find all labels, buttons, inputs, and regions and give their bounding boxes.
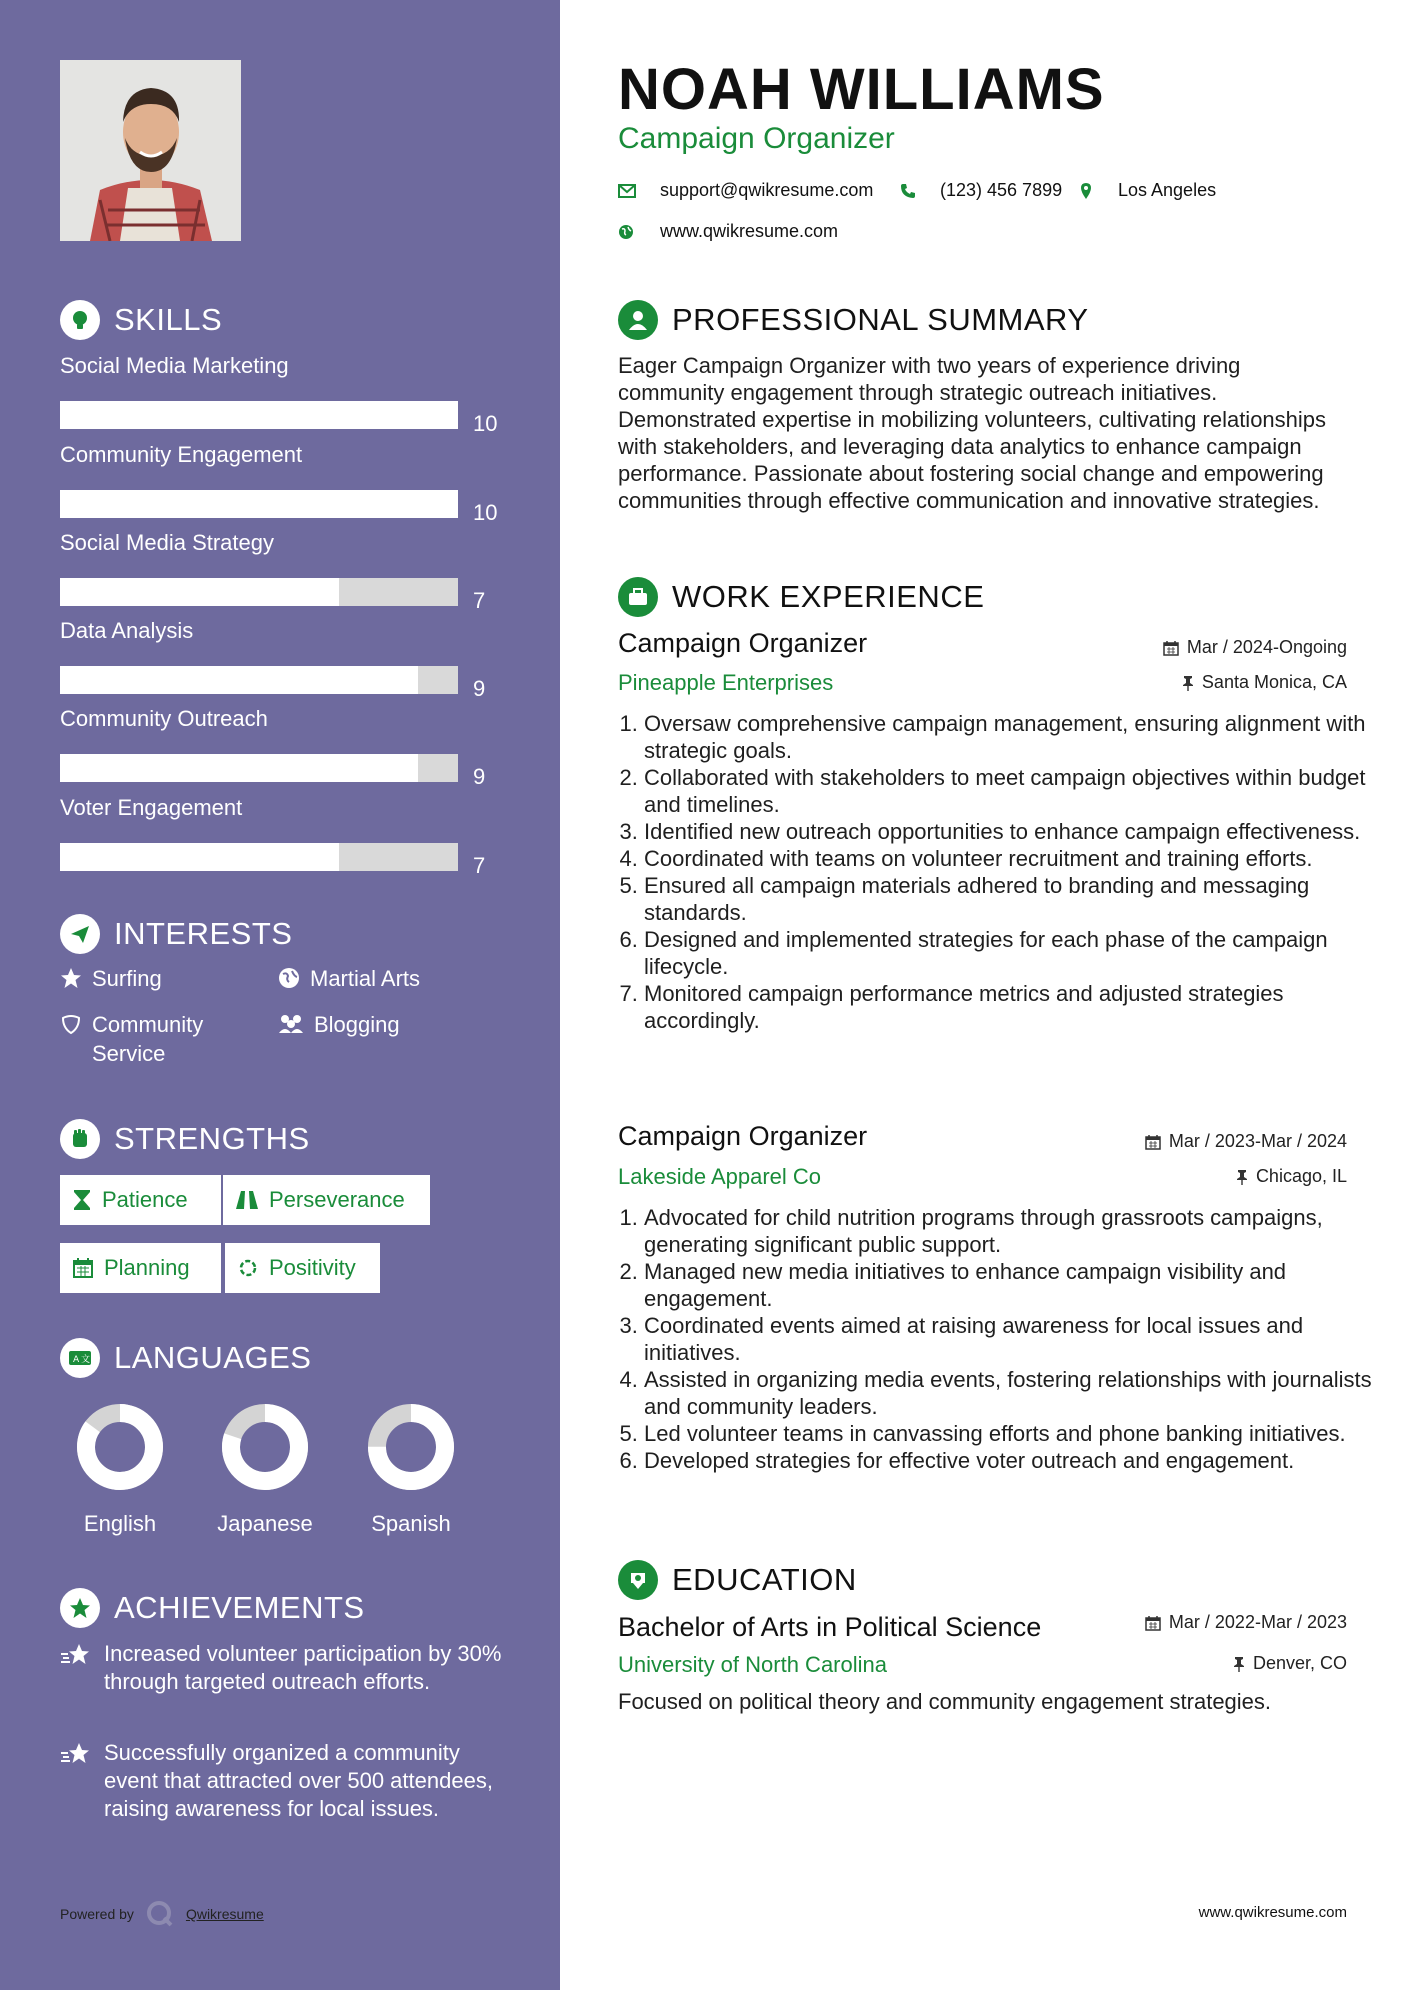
interest-label: Surfing bbox=[92, 966, 162, 991]
skill-name: Community Engagement bbox=[60, 442, 303, 467]
qwikresume-logo-icon bbox=[146, 1900, 174, 1928]
skill-item bbox=[60, 618, 520, 702]
duty-item: 2. Collaborated with stakeholders to meet campaign objectives within budget and timelines. bbox=[644, 764, 1404, 818]
languages-heading-label: LANGUAGES bbox=[114, 1340, 312, 1375]
skill-item bbox=[60, 442, 520, 526]
skill-score: 9 bbox=[473, 676, 486, 701]
duty-item: 6. Designed and implemented strategies for each phase of the campaign lifecycle. bbox=[644, 926, 1404, 980]
envelope-icon bbox=[618, 184, 636, 198]
skill-bar bbox=[60, 754, 458, 782]
skill-bar-fill bbox=[60, 843, 339, 871]
interest-item bbox=[60, 964, 162, 993]
interest-label: Community Service bbox=[92, 1012, 204, 1066]
graduation-cap-icon bbox=[618, 1560, 658, 1600]
school-name: University of North Carolina bbox=[618, 1652, 887, 1677]
dates-text: Mar / 2023-Mar / 2024 bbox=[1168, 1131, 1347, 1151]
sidebar bbox=[0, 0, 560, 1990]
education-heading-label: EDUCATION bbox=[672, 1562, 857, 1597]
language-item bbox=[346, 1402, 476, 1537]
footer-website[interactable]: www.qwikresume.com bbox=[1198, 1904, 1347, 1921]
skill-name: Voter Engagement bbox=[60, 795, 243, 820]
summary-heading bbox=[618, 300, 1089, 340]
interest-item bbox=[278, 964, 420, 993]
duty-item: 4. Coordinated with teams on volunteer recruitment and training efforts. bbox=[644, 845, 1404, 872]
candidate-title: Campaign Organizer bbox=[618, 122, 895, 155]
skill-item bbox=[60, 353, 520, 437]
website-text[interactable]: www.qwikresume.com bbox=[660, 221, 839, 241]
interest-item bbox=[60, 1010, 240, 1068]
duty-item: 3. Coordinated events aimed at raising awareness for local issues and initiatives. bbox=[644, 1312, 1404, 1366]
strength-label: Patience bbox=[102, 1187, 188, 1212]
strength-badge bbox=[223, 1175, 430, 1225]
skill-name: Social Media Marketing bbox=[60, 353, 289, 378]
duty-item: 1. Advocated for child nutrition programs through grassroots campaigns, generating significant public support. bbox=[644, 1204, 1404, 1258]
interest-label: Martial Arts bbox=[310, 966, 421, 991]
skill-score: 9 bbox=[473, 764, 486, 789]
hourglass-icon bbox=[72, 1189, 92, 1211]
skill-item bbox=[60, 530, 520, 614]
strengths-heading bbox=[60, 1119, 310, 1159]
language-label: English bbox=[83, 1511, 157, 1536]
pushpin-icon bbox=[1233, 1656, 1245, 1672]
skill-bar bbox=[60, 843, 458, 871]
languages-heading bbox=[60, 1338, 311, 1378]
candidate-name: NOAH WILLIAMS bbox=[618, 57, 1105, 122]
pushpin-icon bbox=[1182, 675, 1194, 691]
lightbulb-icon bbox=[60, 300, 100, 340]
language-item bbox=[200, 1402, 330, 1537]
email-text[interactable]: support@qwikresume.com bbox=[660, 180, 874, 200]
contact-phone bbox=[900, 180, 1062, 201]
briefcase-icon bbox=[618, 577, 658, 617]
duty-item: 4. Assisted in organizing media events, fostering relationships with journalists and community leaders. bbox=[644, 1366, 1404, 1420]
calendar-icon bbox=[1145, 1615, 1161, 1631]
shield-icon bbox=[60, 1013, 82, 1035]
achievements-heading-label: ACHIEVEMENTS bbox=[114, 1590, 365, 1625]
skill-item bbox=[60, 795, 520, 879]
shooting-star-icon bbox=[60, 1741, 92, 1767]
language-icon bbox=[60, 1338, 100, 1378]
job-duties bbox=[618, 1204, 1404, 1474]
skill-bar bbox=[60, 578, 458, 606]
contact-email bbox=[618, 180, 873, 201]
achievement-item bbox=[60, 1640, 510, 1696]
job-location bbox=[1182, 672, 1347, 693]
skill-bar-fill bbox=[60, 490, 458, 518]
phone-text[interactable]: (123) 456 7899 bbox=[940, 180, 1063, 200]
skill-bar bbox=[60, 666, 458, 694]
powered-by-label: Powered by bbox=[60, 1906, 134, 1922]
fist-icon bbox=[60, 1119, 100, 1159]
svg-text:A: A bbox=[73, 1355, 80, 1365]
language-item bbox=[55, 1402, 185, 1537]
duty-item: 2. Managed new media initiatives to enhance campaign visibility and engagement. bbox=[644, 1258, 1404, 1312]
skill-score: 7 bbox=[473, 853, 486, 878]
interests-heading bbox=[60, 914, 292, 954]
strength-badge bbox=[225, 1243, 380, 1293]
skill-bar-fill bbox=[60, 578, 339, 606]
duty-item: 5. Led volunteer teams in canvassing efforts and phone banking initiatives. bbox=[644, 1420, 1404, 1447]
dates-text: Mar / 2024-Ongoing bbox=[1186, 637, 1347, 657]
strength-badge bbox=[60, 1175, 221, 1225]
qwikresume-link[interactable]: Qwikresume bbox=[185, 1906, 264, 1922]
interest-item bbox=[278, 1010, 400, 1039]
skill-bar-fill bbox=[60, 666, 418, 694]
sun-icon bbox=[237, 1257, 259, 1279]
job-dates bbox=[1163, 637, 1347, 658]
skill-score: 7 bbox=[473, 588, 486, 613]
skill-bar bbox=[60, 490, 458, 518]
skill-score: 10 bbox=[473, 500, 498, 525]
location-text: Santa Monica, CA bbox=[1201, 672, 1347, 692]
skill-score: 10 bbox=[473, 411, 498, 436]
shooting-star-icon bbox=[60, 1642, 92, 1668]
group-icon bbox=[278, 1013, 304, 1035]
location-text: Denver, CO bbox=[1252, 1653, 1347, 1673]
contact-location bbox=[1080, 180, 1216, 201]
skills-heading-label: SKILLS bbox=[114, 302, 223, 337]
contact-website bbox=[618, 221, 838, 242]
user-icon bbox=[618, 300, 658, 340]
duty-item: 6. Developed strategies for effective voter outreach and engagement. bbox=[644, 1447, 1404, 1474]
globe-icon bbox=[278, 967, 300, 989]
skill-name: Data Analysis bbox=[60, 618, 194, 643]
education-heading bbox=[618, 1560, 857, 1600]
svg-text:文: 文 bbox=[81, 1355, 91, 1365]
profile-photo bbox=[60, 60, 241, 241]
education-description: Focused on political theory and community engagement strategies. bbox=[618, 1689, 1272, 1714]
language-label: Japanese bbox=[217, 1511, 313, 1536]
skill-bar-fill bbox=[60, 754, 418, 782]
calendar-icon bbox=[72, 1257, 94, 1279]
achievement-item bbox=[60, 1739, 510, 1823]
achievement-text: Increased volunteer participation by 30% through targeted outreach efforts. bbox=[104, 1641, 502, 1694]
interest-label: Blogging bbox=[314, 1012, 400, 1037]
paper-plane-icon bbox=[60, 914, 100, 954]
job-duties bbox=[618, 710, 1404, 1034]
skill-name: Community Outreach bbox=[60, 706, 268, 731]
award-icon bbox=[60, 1588, 100, 1628]
strength-label: Planning bbox=[104, 1255, 190, 1280]
skill-bar bbox=[60, 401, 458, 429]
star-icon bbox=[60, 967, 82, 989]
job-title: Campaign Organizer bbox=[618, 1121, 868, 1151]
language-ring bbox=[75, 1402, 165, 1492]
calendar-icon bbox=[1145, 1134, 1161, 1150]
globe-icon bbox=[618, 224, 634, 240]
calendar-icon bbox=[1163, 640, 1179, 656]
interests-heading-label: INTERESTS bbox=[114, 916, 293, 951]
map-marker-icon bbox=[1080, 182, 1092, 200]
duty-item: 5. Ensured all campaign materials adhered to branding and messaging standards. bbox=[644, 872, 1404, 926]
job-dates bbox=[1145, 1131, 1347, 1152]
language-ring bbox=[220, 1402, 310, 1492]
company-name: Pineapple Enterprises bbox=[618, 670, 834, 695]
job-title: Campaign Organizer bbox=[618, 628, 868, 658]
location-text: Chicago, IL bbox=[1255, 1166, 1347, 1186]
skill-item bbox=[60, 706, 520, 790]
language-ring bbox=[366, 1402, 456, 1492]
skill-bar-fill bbox=[60, 401, 458, 429]
language-label: Spanish bbox=[371, 1511, 451, 1536]
powered-by bbox=[60, 1900, 264, 1928]
degree-title: Bachelor of Arts in Political Science bbox=[618, 1612, 1042, 1642]
achievement-text: Successfully organized a community event that attracted over 500 attendees, raising awareness for local issues. bbox=[104, 1740, 493, 1821]
strength-badge bbox=[60, 1243, 221, 1293]
duty-item: 1. Oversaw comprehensive campaign management, ensuring alignment with strategic goals. bbox=[644, 710, 1404, 764]
duty-item: 7. Monitored campaign performance metrics and adjusted strategies accordingly. bbox=[644, 980, 1404, 1034]
strength-label: Perseverance bbox=[269, 1187, 405, 1212]
duty-item: 3. Identified new outreach opportunities to enhance campaign effectiveness. bbox=[644, 818, 1404, 845]
dates-text: Mar / 2022-Mar / 2023 bbox=[1168, 1612, 1347, 1632]
experience-heading-label: WORK EXPERIENCE bbox=[672, 579, 985, 614]
phone-icon bbox=[900, 183, 916, 199]
company-name: Lakeside Apparel Co bbox=[618, 1164, 822, 1189]
pushpin-icon bbox=[1236, 1169, 1248, 1185]
experience-heading bbox=[618, 577, 984, 617]
summary-text: Eager Campaign Organizer with two years of experience driving community engagement through strategic outreach initiatives. Demonstrated expertise in mobilizing volunteers, cultivating relationships with stakeholders, and leveraging data analytics to enhance campaign performance. Passionate about fostering social change and empowering communities through effective communication and innovative strategies. bbox=[618, 353, 1327, 513]
road-icon bbox=[235, 1189, 259, 1211]
main-content bbox=[560, 0, 1407, 1990]
location-text: Los Angeles bbox=[1118, 180, 1217, 200]
skill-name: Social Media Strategy bbox=[60, 530, 274, 555]
job-location bbox=[1236, 1166, 1347, 1187]
strengths-heading-label: STRENGTHS bbox=[114, 1121, 310, 1156]
summary-heading-label: PROFESSIONAL SUMMARY bbox=[672, 302, 1089, 337]
education-location bbox=[1233, 1653, 1347, 1674]
skills-heading bbox=[60, 300, 222, 340]
strength-label: Positivity bbox=[269, 1255, 356, 1280]
education-dates bbox=[1145, 1612, 1347, 1633]
achievements-heading bbox=[60, 1588, 365, 1628]
